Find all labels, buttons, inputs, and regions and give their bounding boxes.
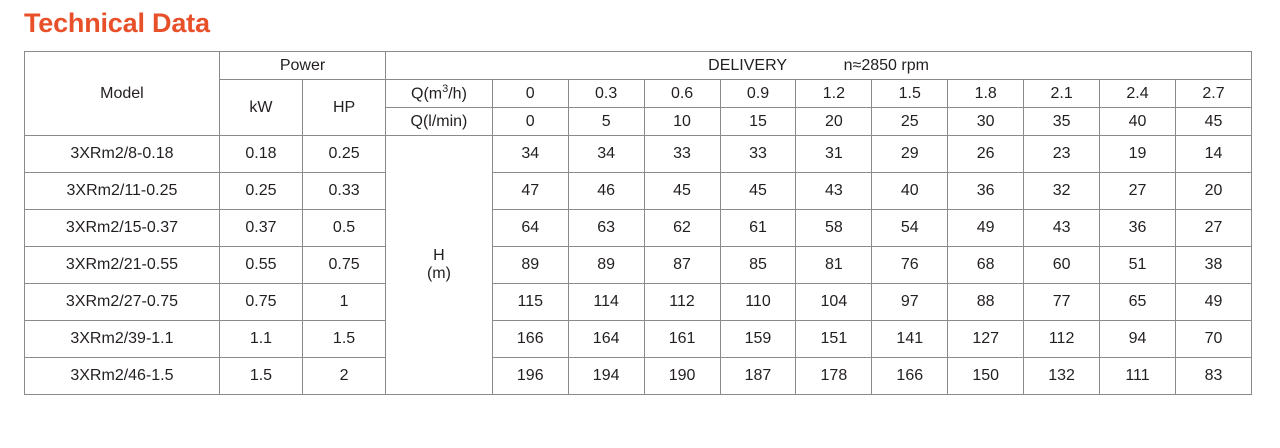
head-unit-m: (m) bbox=[426, 265, 451, 282]
table-row bbox=[25, 247, 1252, 284]
header-q-lmin-0: 0 bbox=[492, 108, 568, 136]
row-hp: 2 bbox=[303, 358, 386, 395]
row-head-9: 20 bbox=[1175, 173, 1251, 210]
row-head-9: 14 bbox=[1175, 136, 1251, 173]
row-head-7: 43 bbox=[1024, 210, 1100, 247]
header-q-m3h-1: 0.3 bbox=[568, 80, 644, 108]
row-head-2: 112 bbox=[644, 284, 720, 321]
header-row-1 bbox=[25, 52, 1252, 80]
row-head-6: 26 bbox=[948, 136, 1024, 173]
row-head-1: 63 bbox=[568, 210, 644, 247]
header-model: Model bbox=[25, 52, 220, 136]
row-kw: 0.55 bbox=[219, 247, 302, 284]
row-kw: 1.5 bbox=[219, 358, 302, 395]
table-row bbox=[25, 358, 1252, 395]
row-head-8: 94 bbox=[1100, 321, 1176, 358]
header-q-lmin-9: 45 bbox=[1175, 108, 1251, 136]
table-row bbox=[25, 284, 1252, 321]
row-head-6: 49 bbox=[948, 210, 1024, 247]
header-q-lmin-2: 10 bbox=[644, 108, 720, 136]
row-head-4: 81 bbox=[796, 247, 872, 284]
row-head-7: 112 bbox=[1024, 321, 1100, 358]
row-head-3: 159 bbox=[720, 321, 796, 358]
table-row bbox=[25, 136, 1252, 173]
row-head-5: 141 bbox=[872, 321, 948, 358]
row-head-0: 89 bbox=[492, 247, 568, 284]
row-head-7: 60 bbox=[1024, 247, 1100, 284]
row-head-5: 166 bbox=[872, 358, 948, 395]
row-head-0: 196 bbox=[492, 358, 568, 395]
row-head-9: 70 bbox=[1175, 321, 1251, 358]
row-head-5: 54 bbox=[872, 210, 948, 247]
row-model: 3XRm2/46-1.5 bbox=[25, 358, 220, 395]
header-q-lmin-1: 5 bbox=[568, 108, 644, 136]
row-head-7: 23 bbox=[1024, 136, 1100, 173]
header-q-m3h-2: 0.6 bbox=[644, 80, 720, 108]
row-head-1: 34 bbox=[568, 136, 644, 173]
row-head-3: 187 bbox=[720, 358, 796, 395]
header-q-lmin-5: 25 bbox=[872, 108, 948, 136]
row-head-2: 190 bbox=[644, 358, 720, 395]
header-q-m3h: $Q(m^3/h)$ bbox=[386, 80, 493, 108]
row-head-4: 43 bbox=[796, 173, 872, 210]
header-delivery bbox=[386, 52, 1252, 80]
row-head-4: 58 bbox=[796, 210, 872, 247]
row-head-7: 32 bbox=[1024, 173, 1100, 210]
header-q-m3h-5: 1.5 bbox=[872, 80, 948, 108]
row-head-4: 178 bbox=[796, 358, 872, 395]
header-q-lmin-3: 15 bbox=[720, 108, 796, 136]
row-hp: 0.33 bbox=[303, 173, 386, 210]
row-head-9: 38 bbox=[1175, 247, 1251, 284]
row-hp: 0.25 bbox=[303, 136, 386, 173]
row-kw: 0.75 bbox=[219, 284, 302, 321]
row-head-8: 65 bbox=[1100, 284, 1176, 321]
row-head-3: 45 bbox=[720, 173, 796, 210]
header-rpm: n≈2850 rpm bbox=[843, 56, 929, 74]
table-header bbox=[25, 52, 1252, 136]
header-q-lmin-4: 20 bbox=[796, 108, 872, 136]
header-kw: kW bbox=[219, 80, 302, 136]
table-row bbox=[25, 321, 1252, 358]
header-q-lmin: Q(l/min) bbox=[386, 108, 493, 136]
header-q-m3h-8: 2.4 bbox=[1100, 80, 1176, 108]
head-unit-h: H bbox=[433, 246, 445, 264]
row-head-9: 49 bbox=[1175, 284, 1251, 321]
row-head-2: 161 bbox=[644, 321, 720, 358]
header-delivery-label: DELIVERY bbox=[708, 56, 787, 74]
row-head-4: 31 bbox=[796, 136, 872, 173]
header-q-m3h-7: 2.1 bbox=[1024, 80, 1100, 108]
row-kw: 0.37 bbox=[219, 210, 302, 247]
row-hp: 1 bbox=[303, 284, 386, 321]
technical-data-page bbox=[0, 8, 1280, 448]
row-head-1: 46 bbox=[568, 173, 644, 210]
row-head-0: 115 bbox=[492, 284, 568, 321]
row-head-0: 64 bbox=[492, 210, 568, 247]
header-hp: HP bbox=[303, 80, 386, 136]
row-model: 3XRm2/27-0.75 bbox=[25, 284, 220, 321]
row-head-7: 77 bbox=[1024, 284, 1100, 321]
header-q-m3h-0: 0 bbox=[492, 80, 568, 108]
row-model: 3XRm2/15-0.37 bbox=[25, 210, 220, 247]
row-head-6: 88 bbox=[948, 284, 1024, 321]
row-model: 3XRm2/39-1.1 bbox=[25, 321, 220, 358]
row-head-3: 110 bbox=[720, 284, 796, 321]
header-q-lmin-8: 40 bbox=[1100, 108, 1176, 136]
header-q-m3h-9: 2.7 bbox=[1175, 80, 1251, 108]
row-head-0: 47 bbox=[492, 173, 568, 210]
row-head-7: 132 bbox=[1024, 358, 1100, 395]
row-head-5: 40 bbox=[872, 173, 948, 210]
row-kw: 0.18 bbox=[219, 136, 302, 173]
row-head-3: 61 bbox=[720, 210, 796, 247]
row-head-2: 87 bbox=[644, 247, 720, 284]
row-hp: 0.5 bbox=[303, 210, 386, 247]
row-head-8: 111 bbox=[1100, 358, 1176, 395]
row-kw: 0.25 bbox=[219, 173, 302, 210]
row-head-3: 33 bbox=[720, 136, 796, 173]
row-hp: 1.5 bbox=[303, 321, 386, 358]
row-head-8: 19 bbox=[1100, 136, 1176, 173]
row-hp: 0.75 bbox=[303, 247, 386, 284]
row-head-2: 62 bbox=[644, 210, 720, 247]
row-head-2: 45 bbox=[644, 173, 720, 210]
head-unit-label bbox=[386, 136, 493, 395]
row-head-1: 89 bbox=[568, 247, 644, 284]
row-head-1: 164 bbox=[568, 321, 644, 358]
row-head-4: 104 bbox=[796, 284, 872, 321]
row-model: 3XRm2/21-0.55 bbox=[25, 247, 220, 284]
row-model: 3XRm2/11-0.25 bbox=[25, 173, 220, 210]
header-q-m3h-6: 1.8 bbox=[948, 80, 1024, 108]
row-head-0: 166 bbox=[492, 321, 568, 358]
row-head-9: 83 bbox=[1175, 358, 1251, 395]
row-head-6: 68 bbox=[948, 247, 1024, 284]
technical-data-table bbox=[24, 51, 1252, 395]
row-head-5: 97 bbox=[872, 284, 948, 321]
header-power: Power bbox=[219, 52, 385, 80]
row-head-5: 29 bbox=[872, 136, 948, 173]
row-head-8: 51 bbox=[1100, 247, 1176, 284]
row-head-6: 127 bbox=[948, 321, 1024, 358]
row-head-0: 34 bbox=[492, 136, 568, 173]
header-q-m3h-3: 0.9 bbox=[720, 80, 796, 108]
page-title: Technical Data bbox=[24, 8, 210, 38]
row-head-4: 151 bbox=[796, 321, 872, 358]
header-q-lmin-6: 30 bbox=[948, 108, 1024, 136]
row-head-5: 76 bbox=[872, 247, 948, 284]
table-row bbox=[25, 173, 1252, 210]
row-head-2: 33 bbox=[644, 136, 720, 173]
header-q-lmin-7: 35 bbox=[1024, 108, 1100, 136]
header-q-m3h-4: 1.2 bbox=[796, 80, 872, 108]
row-head-1: 194 bbox=[568, 358, 644, 395]
row-head-8: 27 bbox=[1100, 173, 1176, 210]
row-head-1: 114 bbox=[568, 284, 644, 321]
row-head-8: 36 bbox=[1100, 210, 1176, 247]
row-model: 3XRm2/8-0.18 bbox=[25, 136, 220, 173]
row-head-9: 27 bbox=[1175, 210, 1251, 247]
row-head-3: 85 bbox=[720, 247, 796, 284]
table-body bbox=[25, 136, 1252, 395]
row-kw: 1.1 bbox=[219, 321, 302, 358]
row-head-6: 36 bbox=[948, 173, 1024, 210]
row-head-6: 150 bbox=[948, 358, 1024, 395]
table-row bbox=[25, 210, 1252, 247]
